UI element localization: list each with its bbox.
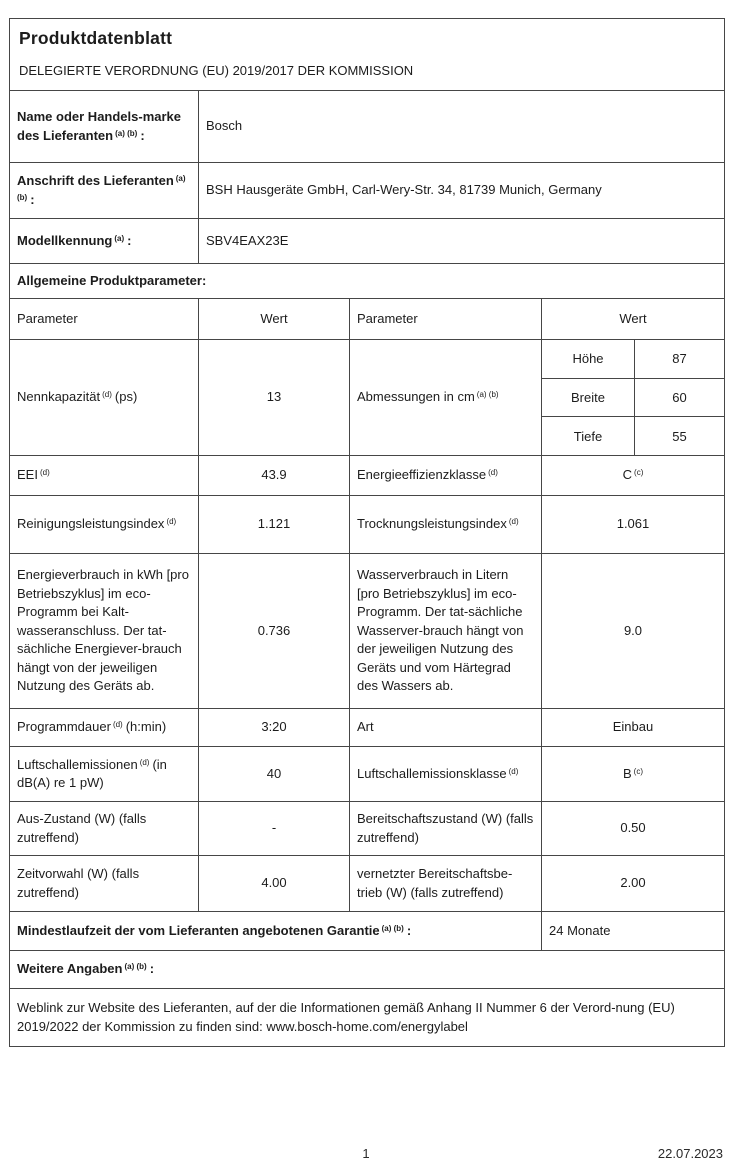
supplier-name-row xyxy=(10,91,724,163)
dimension-label: Höhe xyxy=(572,351,604,367)
col-header-parameter-left: Parameter xyxy=(17,310,78,326)
supplier-name-value: Bosch xyxy=(198,91,724,162)
param-programmdauer-label: Programmdauer $^{(d)}$ (h:min) xyxy=(17,719,167,735)
param-abmessungen-label: Abmessungen in cm $^{(a) (b)}$ xyxy=(349,340,541,455)
dimension-row-tiefe xyxy=(542,417,724,455)
param-bereitschaft-value: 0.50 xyxy=(541,802,724,855)
regulation-subtitle: DELEGIERTE VERORDNUNG (EU) 2019/2017 DER KOMMISSION xyxy=(19,63,414,78)
model-id-value: SBV4EAX23E xyxy=(198,219,724,263)
footnote-marker: (a) (b) xyxy=(115,128,138,138)
param-trocknungsindex-label: Trocknungsleistungsindex $^{(d)}$ xyxy=(349,496,541,553)
param-wasserverbrauch-value: 9.0 xyxy=(541,554,724,708)
footnote-marker: (a) (b) xyxy=(17,174,186,202)
supplier-address-row xyxy=(10,163,724,219)
dimension-label: Breite xyxy=(571,390,605,405)
row-nennkapazitaet xyxy=(10,340,724,456)
footnote-marker: (c) xyxy=(633,766,643,776)
footnote-marker: (d) xyxy=(508,766,519,776)
col-header-parameter-right: Parameter xyxy=(349,299,541,339)
weblink-text: Weblink zur Website des Lieferanten, auf der die Informationen gemäß Anhang II Nummer 6 der Verord-nung (EU) 2019/2022 der Kommission zu finden sind: www.bosch-home.com/energylabel xyxy=(17,1000,675,1034)
param-zeitvorwahl-value: 4.00 xyxy=(198,856,349,911)
supplier-address-label: Anschrift des Lieferanten $^{(a) (b)}$ : xyxy=(17,173,186,207)
dimensions-subtable xyxy=(541,340,724,455)
row-programmdauer xyxy=(10,709,724,747)
footer-date: 22.07.2023 xyxy=(657,1146,723,1161)
row-reinigungsindex xyxy=(10,496,724,554)
garantie-value: 24 Monate xyxy=(541,912,724,950)
dimension-value: 60 xyxy=(634,379,724,417)
footnote-marker: (d) xyxy=(166,517,177,527)
footnote-marker: (a) (b) xyxy=(381,923,404,933)
model-id-row xyxy=(10,219,724,264)
param-reinigungsindex-value: 1.121 xyxy=(198,496,349,553)
param-aus-zustand-value: - xyxy=(198,802,349,855)
row-garantie xyxy=(10,912,724,951)
page-footer xyxy=(9,1146,723,1162)
product-datasheet xyxy=(9,18,725,1047)
footnote-marker: (d) xyxy=(102,390,112,400)
param-art-label: Art xyxy=(349,709,541,746)
param-eei-label: EEI $^{(d)}$ xyxy=(17,467,50,483)
param-luftschall-label: Luftschallemissionen $^{(d)}$ (in dB(A) re 1 pW) xyxy=(17,756,167,790)
footnote-marker: (d) xyxy=(139,757,150,767)
row-aus-zustand xyxy=(10,802,724,856)
page-number: 1 xyxy=(362,1146,370,1161)
param-zeitvorwahl-label: Zeitvorwahl (W) (falls zutreffend) xyxy=(17,866,140,900)
footnote-marker: (d) xyxy=(488,468,498,478)
row-weitere-angaben xyxy=(10,951,724,989)
footnote-marker: (c) xyxy=(634,468,644,478)
header-block xyxy=(10,19,724,91)
dimension-row-hoehe xyxy=(542,340,724,379)
footnote-marker: (d) xyxy=(39,468,50,478)
param-wasserverbrauch-label: Wasserverbrauch in Litern [pro Betriebszyklus] im eco-Programm. Der tat-sächliche Wasserver-brauch hängt von der jeweiligen Nutzung des Geräts und vom Härtegrad des Wassers ab. xyxy=(349,554,541,708)
row-weblink xyxy=(10,989,724,1046)
table-header-row xyxy=(10,299,724,340)
footnote-marker: (a) xyxy=(114,233,125,243)
param-art-value: Einbau xyxy=(541,709,724,746)
param-luftschallklasse-value: B $^{(c)}$ xyxy=(541,747,724,801)
param-programmdauer-value: 3:20 xyxy=(198,709,349,746)
dimension-value: 55 xyxy=(634,417,724,455)
supplier-name-label: Name oder Handels-marke des Lieferanten $^{(a) (b)}$ : xyxy=(17,109,182,143)
garantie-label: Mindestlaufzeit der vom Lieferanten angebotenen Garantie $^{(a) (b)}$ : xyxy=(17,922,412,938)
param-vernetzter-bereitschaft-value: 2.00 xyxy=(541,856,724,911)
page-title: Produktdatenblatt xyxy=(19,28,173,48)
footnote-marker: (d) xyxy=(112,720,123,730)
section-title: Allgemeine Produktparameter: xyxy=(17,272,207,288)
footnote-marker: (d) xyxy=(508,517,519,527)
param-luftschall-value: 40 xyxy=(198,747,349,801)
col-header-wert-right: Wert xyxy=(541,299,724,339)
row-zeitvorwahl xyxy=(10,856,724,912)
param-nennkapazitaet-value: 13 xyxy=(198,340,349,455)
footnote-marker: (a) (b) xyxy=(476,390,499,400)
param-bereitschaft-label: Bereitschaftszustand (W) (falls zutreffend) xyxy=(349,802,541,855)
model-id-label: Modellkennung $^{(a)}$ : xyxy=(17,232,132,248)
param-energieverbrauch-value: 0.736 xyxy=(198,554,349,708)
param-nennkapazitaet-label: Nennkapazität $^{(d)}$ (ps) xyxy=(17,389,138,405)
param-eei-value: 43.9 xyxy=(198,456,349,495)
param-trocknungsindex-value: 1.061 xyxy=(541,496,724,553)
param-energieeffizienzklasse-value: C $^{(c)}$ xyxy=(541,456,724,495)
param-aus-zustand-label: Aus-Zustand (W) (falls zutreffend) xyxy=(17,811,147,845)
param-vernetzter-bereitschaft-label: vernetzter Bereitschaftsbe-trieb (W) (falls zutreffend) xyxy=(349,856,541,911)
param-reinigungsindex-label: Reinigungsleistungsindex $^{(d)}$ xyxy=(17,516,177,532)
row-luftschallemissionen xyxy=(10,747,724,802)
param-luftschallklasse-label: Luftschallemissionsklasse $^{(d)}$ xyxy=(349,747,541,801)
row-eei xyxy=(10,456,724,496)
dimension-label: Tiefe xyxy=(573,428,603,444)
dimension-row-breite xyxy=(542,379,724,418)
param-energieverbrauch-label: Energieverbrauch in kWh [pro Betriebszyklus] im eco-Programm bei Kalt-wasseranschluss. Der tat-sächliche Energiever-brauch hängt von der jeweiligen Nutzung des Geräts ab. xyxy=(17,567,189,694)
weitere-angaben-label: Weitere Angaben $^{(a) (b)}$ : xyxy=(17,961,155,977)
param-energieeffizienzklasse-label: Energieeffizienzklasse $^{(d)}$ xyxy=(349,456,541,495)
section-heading-row xyxy=(10,264,724,299)
footnote-marker: (a) (b) xyxy=(124,962,147,972)
dimension-value: 87 xyxy=(634,340,724,378)
col-header-wert-left: Wert xyxy=(198,299,349,339)
supplier-address-value: BSH Hausgeräte GmbH, Carl-Wery-Str. 34, 81739 Munich, Germany xyxy=(198,163,724,218)
row-energieverbrauch xyxy=(10,554,724,709)
